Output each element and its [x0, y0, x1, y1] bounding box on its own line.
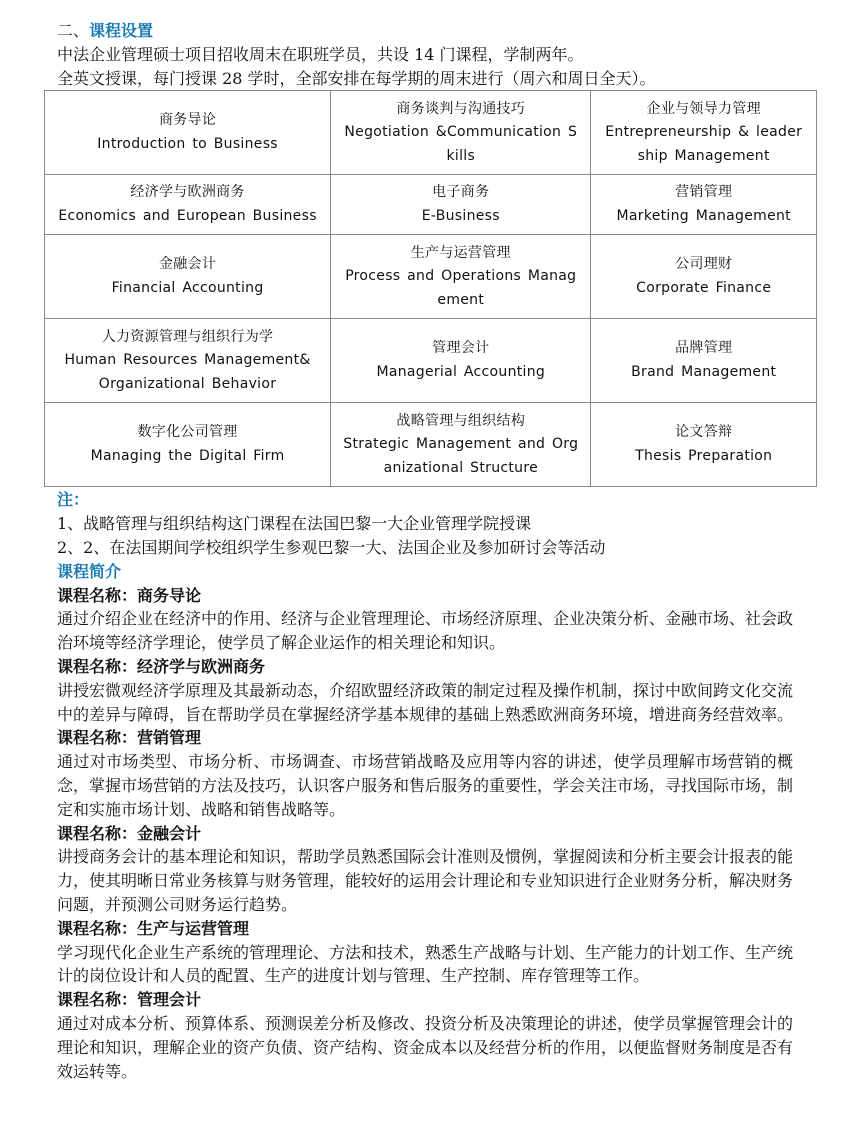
course-name-en: Process and Operations Manag [345, 268, 577, 285]
course-cell [45, 175, 331, 235]
course-name-en: Strategic Management and Org [343, 436, 579, 453]
course-description-title: 课程名称：营销管理 [57, 728, 202, 748]
course-description-title: 课程名称：金融会计 [57, 823, 202, 843]
course-name-en: kills [446, 147, 476, 164]
course-name-en: Negotiation &Communication S [344, 124, 578, 141]
course-description-text: 讲授宏微观经济学原理及其最新动态，介绍欧盟经济政策的制定过程及操作机制，探讨中欧间跨文化交流中的差异与障碍，旨在帮助学员在掌握经济学基本规律的基础上熟悉欧洲商务环境，增进商务经营效率。 [57, 680, 794, 724]
course-name-cn: 企业与领导力管理 [646, 100, 761, 117]
course-cell [591, 319, 817, 403]
course-cell [331, 319, 591, 403]
course-cell [45, 403, 331, 487]
course-cell [591, 91, 817, 175]
course-intro-title: 课程简介 [57, 561, 122, 581]
course-description-title: 课程名称：生产与运营管理 [57, 918, 250, 938]
course-name-en: anizational Structure [383, 459, 538, 476]
course-name-en: Managing the Digital Firm [90, 447, 285, 464]
course-name-en: Entrepreneurship & leader [605, 124, 803, 141]
section-heading [57, 19, 793, 43]
course-description-text: 通过对成本分析、预算体系、预测误差分析及修改、投资分析及决策理论的讲述，使学员掌握管理会计的理论和知识，理解企业的资产负债、资产结构、资金成本以及经营分析的作用，以便监督财务制度是否有效运转等。 [57, 1013, 794, 1081]
course-description-title: 课程名称：商务导论 [57, 585, 202, 605]
course-name-en: ship Management [637, 147, 770, 164]
course-name-en: Brand Management [631, 363, 777, 380]
course-cell [591, 235, 817, 319]
course-descriptions [57, 584, 793, 1084]
course-name-cn: 商务谈判与沟通技巧 [396, 100, 526, 117]
course-name-cn: 商务导论 [158, 112, 217, 129]
course-name-cn: 人力资源管理与组织行为学 [101, 328, 274, 345]
course-name-cn: 品牌管理 [675, 340, 733, 357]
course-name-cn: 电子商务 [432, 184, 490, 201]
course-name-en: Marketing Management [616, 207, 791, 224]
course-name-cn: 经济学与欧洲商务 [130, 184, 245, 201]
course-cell [331, 91, 591, 175]
course-cell [331, 235, 591, 319]
notes-title: 注： [57, 490, 90, 510]
course-cell [45, 319, 331, 403]
course-name-cn: 公司理财 [675, 256, 733, 273]
note-item: 2、2、在法国期间学校组织学生参观巴黎一大、法国企业及参加研讨会等活动 [57, 537, 606, 557]
course-cell [591, 175, 817, 235]
note-item: 1、战略管理与组织结构这门课程在法国巴黎一大企业管理学院授课 [57, 514, 532, 534]
course-name-en: Thesis Preparation [635, 447, 773, 464]
course-row [45, 175, 817, 235]
course-cell [591, 403, 817, 487]
course-description-title: 课程名称：管理会计 [57, 990, 202, 1010]
course-description-text: 通过对市场类型、市场分析、市场调查、市场营销战略及应用等内容的讲述，使学员理解市场营销的概念，掌握市场营销的方法及技巧，认识客户服务和售后服务的重要性，学会关注市场，寻找国际市场，制定和实施市场计划、战略和销售战略等。 [57, 752, 794, 819]
section-title: 课程设置 [89, 21, 154, 40]
course-description-text: 通过介绍企业在经济中的作用、经济与企业管理理论、市场经济原理、企业决策分析、金融市场、社会政治环境等经济学理论，使学员了解企业运作的相关理论和知识。 [57, 609, 794, 653]
course-name-cn: 论文答辩 [675, 424, 733, 441]
course-cell [331, 403, 591, 487]
course-name-en: Economics and European Business [58, 207, 317, 224]
course-cell [45, 91, 331, 175]
course-name-en: Financial Accounting [111, 279, 264, 296]
course-row [45, 319, 817, 403]
course-name-cn: 金融会计 [158, 256, 217, 273]
course-cell [45, 235, 331, 319]
course-cell [331, 175, 591, 235]
section-prefix: 二、 [57, 21, 90, 40]
course-description-title: 课程名称：经济学与欧洲商务 [57, 656, 266, 676]
course-name-en: Corporate Finance [636, 279, 772, 296]
course-row [45, 403, 817, 487]
course-name-en: Organizational Behavior [98, 375, 277, 392]
course-table [44, 90, 817, 487]
course-name-en: Introduction to Business [97, 135, 278, 152]
course-description-text: 讲授商务会计的基本理论和知识，帮助学员熟悉国际会计准则及惯例，掌握阅读和分析主要会计报表的能力，使其明晰日常业务核算与财务管理，能较好的运用会计理论和专业知识进行企业财务分析，解决财务问题，并预测公司财务运行趋势。 [57, 847, 794, 914]
course-name-cn: 营销管理 [675, 184, 733, 201]
course-name-en: E-Business [421, 207, 500, 224]
course-row [45, 91, 817, 175]
intro-line: 全英文授课，每门授课 28 学时，全部安排在每学期的周末进行（周六和周日全天）。 [57, 68, 656, 88]
course-name-en: ement [437, 291, 485, 308]
document [57, 19, 803, 1083]
intro-line: 中法企业管理硕士项目招收周末在职班学员，共设 14 门课程，学制两年。 [57, 44, 584, 64]
course-name-cn: 数字化公司管理 [137, 424, 238, 441]
course-name-cn: 生产与运营管理 [410, 244, 511, 261]
course-name-en: Managerial Accounting [376, 363, 546, 380]
course-name-cn: 战略管理与组织结构 [396, 412, 526, 429]
course-row [45, 235, 817, 319]
course-name-cn: 管理会计 [432, 340, 490, 357]
course-name-en: Human Resources Management& [64, 352, 311, 369]
course-description-text: 学习现代化企业生产系统的管理理论、方法和技术，熟悉生产战略与计划、生产能力的计划工作、生产统计的岗位设计和人员的配置、生产的进度计划与管理、生产控制、库存管理等工作。 [57, 942, 794, 986]
